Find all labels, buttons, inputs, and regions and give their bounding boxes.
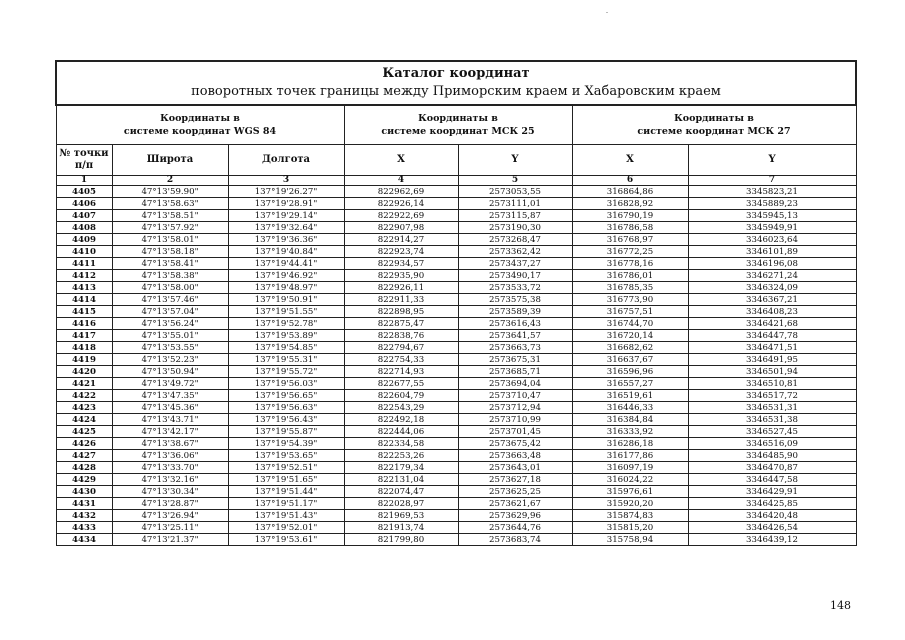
y-msk25-cell: 2573621,67 xyxy=(458,498,572,510)
x-msk27-cell: 316519,61 xyxy=(572,390,688,402)
table-row xyxy=(56,474,856,486)
column-number: 2 xyxy=(112,176,228,186)
latitude-cell: 47°13'58.51" xyxy=(112,210,228,222)
table-row xyxy=(56,222,856,234)
x-msk25-cell: 822131,04 xyxy=(344,474,458,486)
x-msk27-cell: 316097,19 xyxy=(572,462,688,474)
x-msk25-cell: 822074,47 xyxy=(344,486,458,498)
y-msk27-cell: 3346271,24 xyxy=(688,270,856,282)
longitude-cell: 137°19'40.84" xyxy=(228,246,344,258)
latitude-cell: 47°13'59.90" xyxy=(112,186,228,198)
table-row xyxy=(56,306,856,318)
point-number-cell: 4419 xyxy=(56,354,112,366)
group-header-msk27: Координаты в системе координат МСК 27 xyxy=(572,105,856,145)
latitude-cell: 47°13'33.70" xyxy=(112,462,228,474)
table-row xyxy=(56,366,856,378)
table-row xyxy=(56,354,856,366)
x-msk27-cell: 316828,92 xyxy=(572,198,688,210)
x-msk27-cell: 316768,97 xyxy=(572,234,688,246)
latitude-cell: 47°13'32.16" xyxy=(112,474,228,486)
latitude-cell: 47°13'57.92" xyxy=(112,222,228,234)
point-number-cell: 4422 xyxy=(56,390,112,402)
latitude-cell: 47°13'53.55" xyxy=(112,342,228,354)
y-msk25-cell: 2573675,31 xyxy=(458,354,572,366)
table-row xyxy=(56,498,856,510)
group-header-wgs84: Координаты в системе координат WGS 84 xyxy=(56,105,344,145)
longitude-cell: 137°19'56.03" xyxy=(228,378,344,390)
col-header-point: № точки п/п xyxy=(56,145,112,176)
catalog-subtitle: поворотных точек границы между Приморским краем и Хабаровским краем xyxy=(191,84,721,99)
column-number: 4 xyxy=(344,176,458,186)
y-msk25-cell: 2573685,71 xyxy=(458,366,572,378)
y-msk27-cell: 3346516,09 xyxy=(688,438,856,450)
longitude-cell: 137°19'56.63" xyxy=(228,402,344,414)
y-msk25-cell: 2573701,45 xyxy=(458,426,572,438)
y-msk27-cell: 3346421,68 xyxy=(688,318,856,330)
latitude-cell: 47°13'26.94" xyxy=(112,510,228,522)
x-msk27-cell: 316720,14 xyxy=(572,330,688,342)
column-number: 1 xyxy=(56,176,112,186)
y-msk27-cell: 3346425,85 xyxy=(688,498,856,510)
longitude-cell: 137°19'52.01" xyxy=(228,522,344,534)
table-row xyxy=(56,450,856,462)
point-number-cell: 4415 xyxy=(56,306,112,318)
col-header-x-msk25: X xyxy=(344,145,458,176)
column-number: 7 xyxy=(688,176,856,186)
point-number-cell: 4414 xyxy=(56,294,112,306)
y-msk25-cell: 2573053,55 xyxy=(458,186,572,198)
x-msk25-cell: 822914,27 xyxy=(344,234,458,246)
y-msk25-cell: 2573663,73 xyxy=(458,342,572,354)
x-msk25-cell: 822934,57 xyxy=(344,258,458,270)
x-msk25-cell: 822907,98 xyxy=(344,222,458,234)
latitude-cell: 47°13'42.17" xyxy=(112,426,228,438)
point-number-cell: 4418 xyxy=(56,342,112,354)
table-row xyxy=(56,378,856,390)
x-msk27-cell: 316773,90 xyxy=(572,294,688,306)
y-msk27-cell: 3346447,58 xyxy=(688,474,856,486)
latitude-cell: 47°13'43.71" xyxy=(112,414,228,426)
x-msk27-cell: 315920,20 xyxy=(572,498,688,510)
y-msk27-cell: 3346491,95 xyxy=(688,354,856,366)
y-msk27-cell: 3346485,90 xyxy=(688,450,856,462)
x-msk25-cell: 822838,76 xyxy=(344,330,458,342)
table-row xyxy=(56,426,856,438)
latitude-cell: 47°13'57.46" xyxy=(112,294,228,306)
y-msk27-cell: 3346501,94 xyxy=(688,366,856,378)
y-msk27-cell: 3345889,23 xyxy=(688,198,856,210)
x-msk25-cell: 821969,53 xyxy=(344,510,458,522)
x-msk25-cell: 822334,58 xyxy=(344,438,458,450)
longitude-cell: 137°19'48.97" xyxy=(228,282,344,294)
x-msk25-cell: 822754,33 xyxy=(344,354,458,366)
y-msk27-cell: 3346408,23 xyxy=(688,306,856,318)
point-number-cell: 4425 xyxy=(56,426,112,438)
y-msk25-cell: 2573710,99 xyxy=(458,414,572,426)
latitude-cell: 47°13'58.38" xyxy=(112,270,228,282)
point-number-cell: 4408 xyxy=(56,222,112,234)
longitude-cell: 137°19'52.78" xyxy=(228,318,344,330)
x-msk25-cell: 822922,69 xyxy=(344,210,458,222)
x-msk27-cell: 316596,96 xyxy=(572,366,688,378)
table-row xyxy=(56,246,856,258)
longitude-cell: 137°19'55.31" xyxy=(228,354,344,366)
table-row xyxy=(56,438,856,450)
x-msk27-cell: 316786,58 xyxy=(572,222,688,234)
longitude-cell: 137°19'44.41" xyxy=(228,258,344,270)
y-msk25-cell: 2573190,30 xyxy=(458,222,572,234)
x-msk25-cell: 822714,93 xyxy=(344,366,458,378)
latitude-cell: 47°13'58.63" xyxy=(112,198,228,210)
longitude-cell: 137°19'54.85" xyxy=(228,342,344,354)
col-header-x-msk27: X xyxy=(572,145,688,176)
x-msk25-cell: 822875,47 xyxy=(344,318,458,330)
table-row xyxy=(56,294,856,306)
point-number-cell: 4424 xyxy=(56,414,112,426)
table-row xyxy=(56,186,856,198)
x-msk25-cell: 822604,79 xyxy=(344,390,458,402)
latitude-cell: 47°13'30.34" xyxy=(112,486,228,498)
table-row xyxy=(56,486,856,498)
point-number-cell: 4433 xyxy=(56,522,112,534)
table-row xyxy=(56,510,856,522)
x-msk27-cell: 316786,01 xyxy=(572,270,688,282)
latitude-cell: 47°13'57.04" xyxy=(112,306,228,318)
longitude-cell: 137°19'54.39" xyxy=(228,438,344,450)
longitude-cell: 137°19'51.65" xyxy=(228,474,344,486)
longitude-cell: 137°19'36.36" xyxy=(228,234,344,246)
y-msk25-cell: 2573683,74 xyxy=(458,534,572,546)
x-msk25-cell: 822898,95 xyxy=(344,306,458,318)
longitude-cell: 137°19'51.44" xyxy=(228,486,344,498)
longitude-cell: 137°19'51.55" xyxy=(228,306,344,318)
point-number-cell: 4407 xyxy=(56,210,112,222)
table-title-cell xyxy=(56,61,856,105)
y-msk25-cell: 2573675,42 xyxy=(458,438,572,450)
table-row xyxy=(56,462,856,474)
col-header-y-msk25: Y xyxy=(458,145,572,176)
longitude-cell: 137°19'29.14" xyxy=(228,210,344,222)
x-msk27-cell: 316772,25 xyxy=(572,246,688,258)
longitude-cell: 137°19'55.72" xyxy=(228,366,344,378)
x-msk25-cell: 822794,67 xyxy=(344,342,458,354)
x-msk27-cell: 316785,35 xyxy=(572,282,688,294)
x-msk25-cell: 822923,74 xyxy=(344,246,458,258)
point-number-cell: 4428 xyxy=(56,462,112,474)
column-number: 6 xyxy=(572,176,688,186)
y-msk27-cell: 3346531,38 xyxy=(688,414,856,426)
point-number-cell: 4432 xyxy=(56,510,112,522)
longitude-cell: 137°19'52.51" xyxy=(228,462,344,474)
x-msk27-cell: 316446,33 xyxy=(572,402,688,414)
x-msk27-cell: 316024,22 xyxy=(572,474,688,486)
y-msk27-cell: 3346471,51 xyxy=(688,342,856,354)
x-msk27-cell: 316744,70 xyxy=(572,318,688,330)
y-msk25-cell: 2573533,72 xyxy=(458,282,572,294)
x-msk27-cell: 316637,67 xyxy=(572,354,688,366)
table-row xyxy=(56,330,856,342)
y-msk25-cell: 2573629,96 xyxy=(458,510,572,522)
x-msk27-cell: 315815,20 xyxy=(572,522,688,534)
x-msk25-cell: 822543,29 xyxy=(344,402,458,414)
x-msk27-cell: 315758,94 xyxy=(572,534,688,546)
table-row xyxy=(56,342,856,354)
point-number-cell: 4417 xyxy=(56,330,112,342)
point-number-cell: 4421 xyxy=(56,378,112,390)
x-msk27-cell: 316757,51 xyxy=(572,306,688,318)
point-number-cell: 4416 xyxy=(56,318,112,330)
latitude-cell: 47°13'45.36" xyxy=(112,402,228,414)
x-msk27-cell: 316177,86 xyxy=(572,450,688,462)
latitude-cell: 47°13'58.41" xyxy=(112,258,228,270)
y-msk25-cell: 2573627,18 xyxy=(458,474,572,486)
y-msk25-cell: 2573575,38 xyxy=(458,294,572,306)
latitude-cell: 47°13'36.06" xyxy=(112,450,228,462)
longitude-cell: 137°19'28.91" xyxy=(228,198,344,210)
latitude-cell: 47°13'25.11" xyxy=(112,522,228,534)
y-msk27-cell: 3345823,21 xyxy=(688,186,856,198)
y-msk27-cell: 3346367,21 xyxy=(688,294,856,306)
x-msk25-cell: 822935,90 xyxy=(344,270,458,282)
latitude-cell: 47°13'50.94" xyxy=(112,366,228,378)
point-number-cell: 4431 xyxy=(56,498,112,510)
y-msk27-cell: 3346439,12 xyxy=(688,534,856,546)
longitude-cell: 137°19'51.17" xyxy=(228,498,344,510)
x-msk27-cell: 315976,61 xyxy=(572,486,688,498)
longitude-cell: 137°19'51.43" xyxy=(228,510,344,522)
x-msk27-cell: 316333,92 xyxy=(572,426,688,438)
longitude-cell: 137°19'26.27" xyxy=(228,186,344,198)
latitude-cell: 47°13'58.00" xyxy=(112,282,228,294)
y-msk25-cell: 2573490,17 xyxy=(458,270,572,282)
column-number: 3 xyxy=(228,176,344,186)
y-msk27-cell: 3345945,13 xyxy=(688,210,856,222)
y-msk25-cell: 2573589,39 xyxy=(458,306,572,318)
col-header-longitude: Долгота xyxy=(228,145,344,176)
point-number-cell: 4429 xyxy=(56,474,112,486)
x-msk27-cell: 316557,27 xyxy=(572,378,688,390)
coordinate-rows xyxy=(56,186,856,546)
latitude-cell: 47°13'52.23" xyxy=(112,354,228,366)
table-row xyxy=(56,234,856,246)
y-msk27-cell: 3346101,89 xyxy=(688,246,856,258)
y-msk25-cell: 2573437,27 xyxy=(458,258,572,270)
latitude-cell: 47°13'58.18" xyxy=(112,246,228,258)
longitude-cell: 137°19'50.91" xyxy=(228,294,344,306)
x-msk25-cell: 822926,11 xyxy=(344,282,458,294)
x-msk25-cell: 821799,80 xyxy=(344,534,458,546)
y-msk27-cell: 3346470,87 xyxy=(688,462,856,474)
longitude-cell: 137°19'56.65" xyxy=(228,390,344,402)
x-msk25-cell: 822962,69 xyxy=(344,186,458,198)
y-msk25-cell: 2573641,57 xyxy=(458,330,572,342)
y-msk27-cell: 3346527,45 xyxy=(688,426,856,438)
y-msk27-cell: 3346420,48 xyxy=(688,510,856,522)
y-msk25-cell: 2573694,04 xyxy=(458,378,572,390)
table-row xyxy=(56,198,856,210)
col-header-y-msk27: Y xyxy=(688,145,856,176)
table-row xyxy=(56,270,856,282)
point-number-cell: 4405 xyxy=(56,186,112,198)
x-msk25-cell: 822911,33 xyxy=(344,294,458,306)
x-msk27-cell: 316682,62 xyxy=(572,342,688,354)
y-msk27-cell: 3346517,72 xyxy=(688,390,856,402)
table-row xyxy=(56,414,856,426)
y-msk25-cell: 2573362,42 xyxy=(458,246,572,258)
table-row xyxy=(56,318,856,330)
x-msk25-cell: 822253,26 xyxy=(344,450,458,462)
point-number-cell: 4420 xyxy=(56,366,112,378)
point-number-cell: 4406 xyxy=(56,198,112,210)
y-msk25-cell: 2573644,76 xyxy=(458,522,572,534)
point-number-cell: 4413 xyxy=(56,282,112,294)
y-msk27-cell: 3346510,81 xyxy=(688,378,856,390)
latitude-cell: 47°13'21.37" xyxy=(112,534,228,546)
y-msk25-cell: 2573710,47 xyxy=(458,390,572,402)
coordinate-catalog-table xyxy=(55,60,857,546)
longitude-cell: 137°19'32.64" xyxy=(228,222,344,234)
x-msk27-cell: 316778,16 xyxy=(572,258,688,270)
point-number-cell: 4410 xyxy=(56,246,112,258)
point-number-cell: 4426 xyxy=(56,438,112,450)
latitude-cell: 47°13'56.24" xyxy=(112,318,228,330)
y-msk27-cell: 3345949,91 xyxy=(688,222,856,234)
y-msk25-cell: 2573712,94 xyxy=(458,402,572,414)
catalog-title: Каталог координат xyxy=(382,66,530,81)
table-row xyxy=(56,282,856,294)
longitude-cell: 137°19'53.89" xyxy=(228,330,344,342)
latitude-cell: 47°13'55.01" xyxy=(112,330,228,342)
y-msk27-cell: 3346447,78 xyxy=(688,330,856,342)
x-msk27-cell: 316384,84 xyxy=(572,414,688,426)
x-msk27-cell: 316286,18 xyxy=(572,438,688,450)
latitude-cell: 47°13'28.87" xyxy=(112,498,228,510)
x-msk25-cell: 822028,97 xyxy=(344,498,458,510)
x-msk27-cell: 316864,86 xyxy=(572,186,688,198)
coordinate-catalog-sheet xyxy=(55,60,855,546)
x-msk25-cell: 822926,14 xyxy=(344,198,458,210)
x-msk25-cell: 822444,06 xyxy=(344,426,458,438)
table-row xyxy=(56,402,856,414)
x-msk25-cell: 822492,18 xyxy=(344,414,458,426)
table-row xyxy=(56,534,856,546)
latitude-cell: 47°13'47.35" xyxy=(112,390,228,402)
y-msk25-cell: 2573111,01 xyxy=(458,198,572,210)
x-msk25-cell: 822677,55 xyxy=(344,378,458,390)
y-msk27-cell: 3346324,09 xyxy=(688,282,856,294)
col-header-latitude: Широта xyxy=(112,145,228,176)
longitude-cell: 137°19'56.43" xyxy=(228,414,344,426)
longitude-cell: 137°19'53.65" xyxy=(228,450,344,462)
point-number-cell: 4411 xyxy=(56,258,112,270)
point-number-cell: 4430 xyxy=(56,486,112,498)
y-msk27-cell: 3346023,64 xyxy=(688,234,856,246)
point-number-cell: 4434 xyxy=(56,534,112,546)
x-msk27-cell: 316790,19 xyxy=(572,210,688,222)
page-number: 148 xyxy=(830,599,851,612)
table-row xyxy=(56,258,856,270)
y-msk27-cell: 3346196,08 xyxy=(688,258,856,270)
x-msk25-cell: 821913,74 xyxy=(344,522,458,534)
y-msk25-cell: 2573625,25 xyxy=(458,486,572,498)
point-number-cell: 4409 xyxy=(56,234,112,246)
y-msk27-cell: 3346429,91 xyxy=(688,486,856,498)
point-number-cell: 4423 xyxy=(56,402,112,414)
longitude-cell: 137°19'53.61" xyxy=(228,534,344,546)
point-number-cell: 4412 xyxy=(56,270,112,282)
scan-speck xyxy=(606,12,608,13)
longitude-cell: 137°19'46.92" xyxy=(228,270,344,282)
column-number-row xyxy=(56,176,856,186)
y-msk25-cell: 2573268,47 xyxy=(458,234,572,246)
column-number: 5 xyxy=(458,176,572,186)
y-msk27-cell: 3346531,31 xyxy=(688,402,856,414)
latitude-cell: 47°13'58.01" xyxy=(112,234,228,246)
latitude-cell: 47°13'49.72" xyxy=(112,378,228,390)
y-msk25-cell: 2573643,01 xyxy=(458,462,572,474)
point-number-cell: 4427 xyxy=(56,450,112,462)
longitude-cell: 137°19'55.87" xyxy=(228,426,344,438)
y-msk25-cell: 2573115,87 xyxy=(458,210,572,222)
y-msk25-cell: 2573663,48 xyxy=(458,450,572,462)
table-row xyxy=(56,390,856,402)
y-msk25-cell: 2573616,43 xyxy=(458,318,572,330)
latitude-cell: 47°13'38.67" xyxy=(112,438,228,450)
group-header-msk25: Координаты в системе координат МСК 25 xyxy=(344,105,572,145)
x-msk27-cell: 315874,83 xyxy=(572,510,688,522)
x-msk25-cell: 822179,34 xyxy=(344,462,458,474)
table-row xyxy=(56,210,856,222)
table-row xyxy=(56,522,856,534)
y-msk27-cell: 3346426,54 xyxy=(688,522,856,534)
